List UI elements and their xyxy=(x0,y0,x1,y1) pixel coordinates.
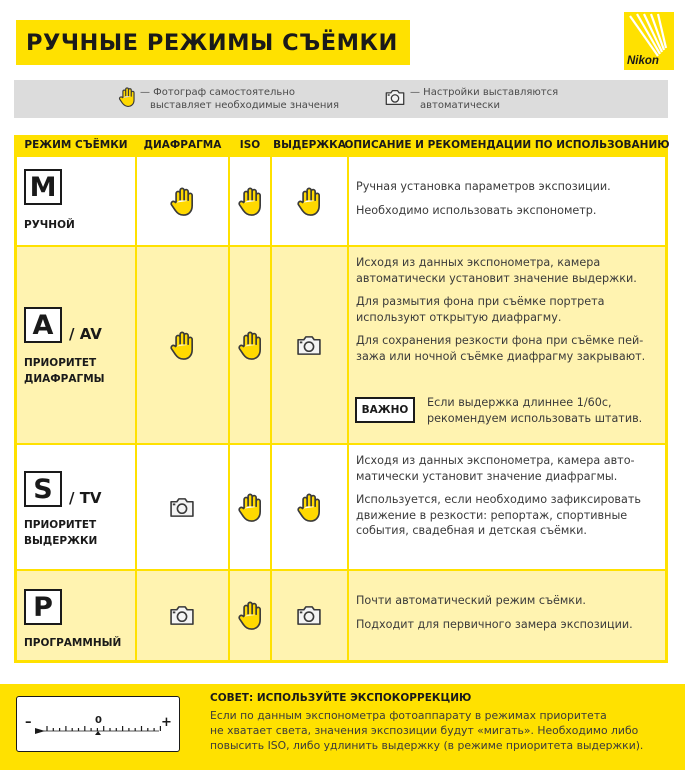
mode-name-line2: ВЫДЕРЖКИ xyxy=(24,535,98,547)
desc-line: Исходя из данных экспонометра, камера авто- xyxy=(356,454,635,467)
table-row-aperture-priority xyxy=(17,247,665,443)
hand-icon xyxy=(296,186,322,221)
camera-icon xyxy=(384,88,406,107)
mode-name-line2: ДИАФРАГМЫ xyxy=(24,373,105,385)
hand-icon xyxy=(169,330,195,365)
legend xyxy=(14,80,668,118)
title-banner xyxy=(16,20,410,65)
badge-line: Если выдержка длиннее 1/60с, xyxy=(427,396,612,409)
tip-line: Если по данным экспонометра фотоаппарату в режимах приоритета xyxy=(210,709,607,722)
description-text xyxy=(356,593,633,640)
mode-name: РУЧНОЙ xyxy=(24,219,75,231)
desc-line: Необходимо использовать экспонометр. xyxy=(356,203,597,217)
mode-suffix: / AV xyxy=(69,325,102,343)
nikon-logo xyxy=(624,12,674,70)
logo-text: Nikon xyxy=(627,55,659,67)
legend-camera-text xyxy=(410,86,558,112)
legend-hand-line1: — Фотограф самостоятельно xyxy=(140,87,295,98)
header-iso: ISO xyxy=(239,139,261,151)
header-mode: РЕЖИМ СЪЁМКИ xyxy=(24,139,128,151)
desc-line: автоматически установит значение выдержки. xyxy=(356,271,637,285)
tip-line: не хватает света, значения экспозиции будут «мигать». Необходимо либо xyxy=(210,724,639,737)
table-row-manual xyxy=(17,157,665,245)
camera-icon xyxy=(168,604,196,631)
legend-camera xyxy=(384,86,558,112)
page-title: РУЧНЫЕ РЕЖИМЫ СЪЁМКИ xyxy=(26,29,398,56)
desc-line: Для сохранения резкости фона при съёмке пей- xyxy=(356,334,644,347)
description-text xyxy=(356,255,645,372)
mode-letter-p: P xyxy=(24,589,62,625)
exposure-meter xyxy=(16,696,180,752)
tip-text xyxy=(210,708,643,753)
desc-line: Ручная установка параметров экспозиции. xyxy=(356,180,611,193)
mode-cell xyxy=(17,247,135,443)
desc-line: Для размытия фона при съёмке портрета xyxy=(356,295,605,308)
desc-line: события, свадебная и детская съёмки. xyxy=(356,524,587,537)
legend-camera-line1: — Настройки выставляются xyxy=(410,87,559,98)
camera-icon xyxy=(295,334,323,361)
desc-line: Подходит для первичного замера экспозиции. xyxy=(356,617,633,631)
legend-hand xyxy=(118,86,339,112)
desc-line: Исходя из данных экспонометра, камера xyxy=(356,256,601,269)
tip-panel xyxy=(0,684,685,770)
modes-table xyxy=(14,135,668,663)
legend-hand-text xyxy=(140,86,339,112)
hand-icon xyxy=(237,492,263,527)
desc-line: используют открытую диафрагму. xyxy=(356,310,562,324)
mode-name: ПРОГРАММНЫЙ xyxy=(24,637,122,649)
hand-icon xyxy=(169,186,195,221)
mode-letter-a: A xyxy=(24,307,62,343)
mode-letter-s: S xyxy=(24,471,62,507)
table-row-program xyxy=(17,571,665,660)
badge-text xyxy=(427,395,642,426)
legend-hand-line2: выставляет необходимые значения xyxy=(150,100,339,111)
table-row-shutter-priority xyxy=(17,445,665,569)
mode-name-line1: ПРИОРИТЕТ xyxy=(24,519,97,531)
mode-suffix: / TV xyxy=(69,489,102,507)
mode-cell xyxy=(17,445,135,569)
tip-line: повысить ISO, либо удлинить выдержку (в режиме приоритета выдержки). xyxy=(210,739,644,752)
meter-plus: + xyxy=(161,715,172,730)
desc-line: матически установит значение диафрагмы. xyxy=(356,469,618,483)
desc-line: Используется, если необходимо зафиксировать xyxy=(356,493,641,506)
meter-minus: – xyxy=(25,715,32,730)
hand-icon xyxy=(237,600,263,635)
tip-title: СОВЕТ: ИСПОЛЬЗУЙТЕ ЭКСПОКОРРЕКЦИЮ xyxy=(210,692,472,704)
header-description: ОПИСАНИЕ И РЕКОМЕНДАЦИИ ПО ИСПОЛЬЗОВАНИЮ xyxy=(344,139,670,151)
badge-line: рекомендуем использовать штатив. xyxy=(427,411,643,425)
hand-icon xyxy=(118,86,136,108)
hand-icon xyxy=(237,330,263,365)
legend-camera-line2: автоматически xyxy=(420,100,501,111)
header-aperture: ДИАФРАГМА xyxy=(143,139,222,151)
desc-line: движение в резкости: репортаж, спортивные xyxy=(356,508,628,522)
description-text xyxy=(356,179,611,226)
description-text xyxy=(356,453,641,539)
mode-letter-m: M xyxy=(24,169,62,205)
camera-icon xyxy=(168,496,196,523)
desc-line: зажа или ночной съёмке диафрагму закрывают. xyxy=(356,349,646,363)
header-shutter: ВЫДЕРЖКА xyxy=(273,139,346,151)
hand-icon xyxy=(296,492,322,527)
meter-zero: 0 xyxy=(95,715,102,726)
desc-line: Почти автоматический режим съёмки. xyxy=(356,594,586,607)
hand-icon xyxy=(237,186,263,221)
mode-name-line1: ПРИОРИТЕТ xyxy=(24,357,97,369)
important-badge: ВАЖНО xyxy=(355,397,415,423)
camera-icon xyxy=(295,604,323,631)
